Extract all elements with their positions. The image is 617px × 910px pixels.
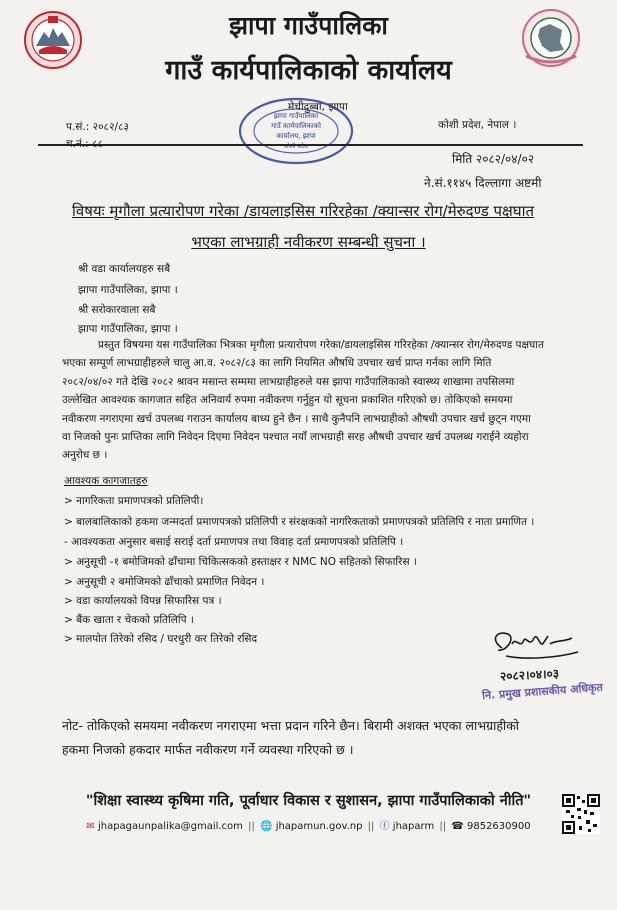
website-link[interactable]: jhapamun.gov.np	[275, 821, 363, 832]
requirement-item: > मालपोत तिरेको रसिद / घरधुरी कर तिरेको रसिद	[64, 633, 258, 645]
requirement-item: > अनुसूची -१ बमोजिमको ढाँचामा चिकित्सकको हस्ताक्षर र NMC NO सहितको सिफारिस ।	[64, 556, 417, 568]
municipality-name: झापा गाउँपालिका	[229, 11, 388, 40]
office-stamp	[236, 96, 356, 166]
municipality-motto: "शिक्षा स्वास्थ्य कृषिमा गति, पूर्वाधार विकास र सुशासन, झापा गाउँपालिकाको नीति"	[85, 793, 532, 809]
requirements-heading: आवश्यक कागजातहरु	[64, 475, 148, 487]
note-line: नोट- तोकिएको समयमा नवीकरण नगराएमा भत्ता प्रदान गरिने छैन। बिरामी अशक्त भएका लाभग्राहीको	[62, 718, 520, 733]
contact-footer	[0, 817, 617, 832]
qr-code[interactable]	[562, 794, 600, 834]
location-label: मेचीदुब्बा, झापा	[288, 101, 348, 113]
addressee-3: श्री सरोकारवाला सबै	[78, 304, 156, 316]
note-line: हकमा निजको हकदार मार्फत नवीकरण गर्ने व्यवस्था गरिएको छ ।	[62, 742, 354, 757]
officer-signature	[486, 626, 586, 666]
phone-icon: ☎	[451, 821, 464, 832]
stamp-text-2: गाउँ कार्यपालिकाको	[271, 122, 321, 130]
body-paragraph	[62, 338, 592, 467]
body-line: अनुरोध छ ।	[62, 449, 108, 462]
stamp-text-1: झापा गाउँपालिका	[273, 112, 319, 120]
body-line: उल्लेखित आवश्यक कागजात सहित अनिवार्य रुपमा नवीकरण गर्नुहुन यो सूचना प्रकाशित गरिएको छ। तोकिएको समयमा	[62, 394, 513, 407]
signing-officer-designation: नि. प्रमुख प्रशासकीय अधिकृत	[481, 680, 604, 703]
globe-icon: 🌐	[260, 821, 273, 832]
dispatch-number: च.नं.: ८८	[66, 138, 103, 150]
body-line: भएका सम्पूर्ण लाभग्राहीहरुले चालु आ.व. २०८२/८३ का लागि नियमित औषधि उपचार खर्च प्राप्त गर्नका लागि मिति	[62, 357, 492, 370]
email-address[interactable]: jhapagaunpalika@gmail.com	[97, 821, 243, 832]
header-divider	[38, 144, 583, 146]
province-label: कोशी प्रदेश, नेपाल ।	[438, 119, 517, 131]
ref-number: प.सं.: २०८२/८३	[66, 121, 129, 133]
subject-line-1: विषयः मृगौला प्रत्यारोपण गरेका /डायलाइसिस गरिरहेका /क्यान्सर रोग/मेरुदण्ड पक्षघात	[72, 202, 535, 220]
body-line: वा निजको पुनः प्राप्तिका लागि निवेदन दिएमा निवेदन पश्चात नयाँ लाभग्राही सरह औषधी उपचार खर्च उपलब्ध गराईने व्यहोरा	[62, 430, 529, 443]
body-line: प्रस्तुत विषयमा यस गाउँपालिका भित्रका मृगौला प्रत्यारोपण गरेका/डायलाइसिस गरिरहेका /क्यान्सर रोग/मेरुदण्ड पक्षघात	[98, 339, 544, 351]
facebook-icon: ⓕ	[379, 821, 390, 832]
email-icon: ✉	[86, 821, 95, 832]
body-line: २०८२/०४/०२ गते देखि २०८२ श्रावन मसान्त सम्ममा लाभग्राहीहरुले यस झापा गाउँपालिकाको स्वास्थ्य शाखामा तपसिलमा	[62, 375, 515, 388]
requirement-item: > नागरिकता प्रमाणपत्रको प्रतिलिपी।	[64, 495, 204, 507]
nepal-sambat-date: ने.सं.११४५ दिल्लागा अष्टमी	[424, 176, 542, 190]
stamp-text-3: कार्यालय, झापा	[276, 132, 316, 140]
note-block	[62, 717, 597, 765]
social-handle[interactable]: jhaparm	[392, 821, 435, 832]
requirement-item: > वडा कार्यालयको विपन्न सिफारिस पत्र ।	[64, 595, 222, 607]
subject-line-2: भएका लाभग्राही नवीकरण सम्बन्धी सुचना ।	[191, 233, 426, 251]
addressee-2: झापा गाउँपालिका, झापा ।	[78, 284, 178, 296]
requirement-item: > बैंक खाता र चेकको प्रतिलिपि ।	[64, 614, 194, 626]
phone-number: 9852630900	[466, 821, 531, 832]
requirement-item: - आवश्यकता अनुसार बसाई सराई दर्ता प्रमाणपत्र तथा विवाह दर्ता प्रमाणपत्रको प्रतिलिपि ।	[64, 536, 404, 548]
footer-separator: ||	[367, 821, 375, 832]
footer-separator: ||	[439, 821, 447, 832]
addressee-4: झापा गाउँपालिका, झापा ।	[78, 323, 178, 335]
requirement-item: > अनुसूची २ बमोजिमको ढाँचाको प्रमाणित निवेदन ।	[64, 576, 265, 588]
stamp-text-4: कोशी प्रदेश	[283, 143, 309, 150]
body-line: नवीकरण नगराएमा खर्च उपलब्ध गराउन कार्यालय बाध्य हुने छैन । साथै कुनैपनि लाभग्राहीको औषधी उपचार खर्च छुट्न गएमा	[62, 412, 531, 425]
footer-separator: ||	[248, 821, 255, 832]
requirement-item: > बालबालिकाको हकमा जन्मदर्ता प्रमाणपत्रको प्रतिलिपी र संरक्षकको नागरिकताको प्रमाणपत्रको प्रतिलिपि र नाता प्रमाणित ।	[64, 516, 535, 528]
signature-date: २०८२।०४।०३	[499, 666, 560, 684]
date-line: मिति २०८२/०४/०२	[452, 152, 535, 166]
addressee-1: श्री वडा कार्यालयहरु सबै	[78, 263, 171, 275]
office-name: गाउँ कार्यपालिकाको कार्यालय	[165, 55, 452, 86]
